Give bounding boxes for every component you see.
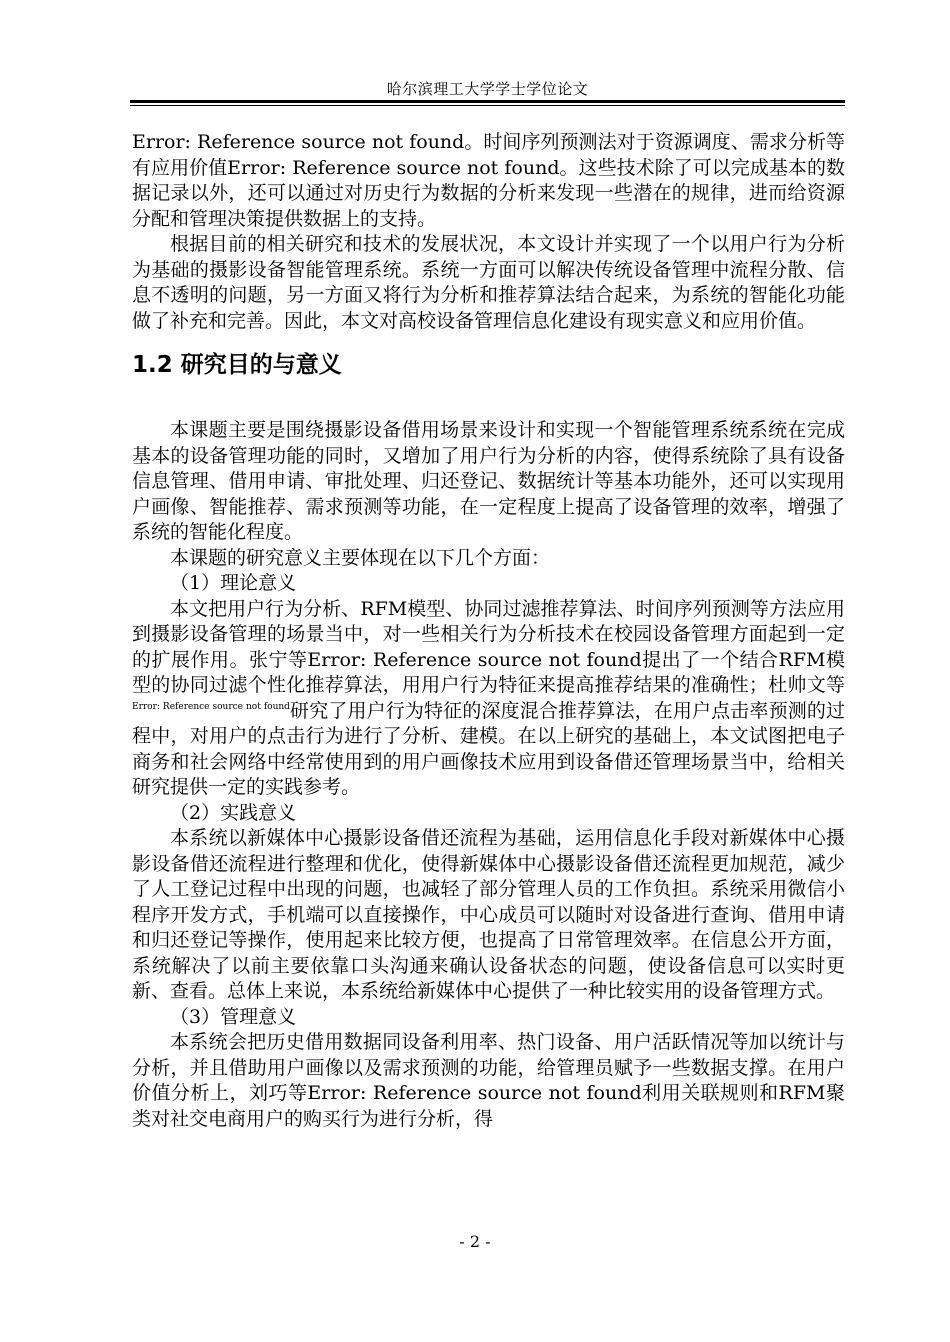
subsection-label: （2）实践意义 [170,801,297,824]
section-heading: 1.2 研究目的与意义 [132,352,342,378]
citation-reference: Error: Reference source not found [132,701,290,712]
page-number: - 2 - [459,1232,491,1251]
paragraph: 本课题的研究意义主要体现在以下几个方面： [170,546,551,569]
paragraph: 本系统会把历史借用数据同设备利用率、热门设备、用户活跃情况等加以统计与分析，并且借助用户画像以及需求预测的功能，给管理员赋予一些数据支撑。在用户价值分析上，刘巧等Error: Reference source not found利用关联规则和RFM聚类对社交电商用户的购买行为进行分析，得 [132,1031,845,1130]
paragraph: 本系统以新媒体中心摄影设备借还流程为基础，运用信息化手段对新媒体中心摄影设备借还流程进行整理和优化，使得新媒体中心摄影设备借还流程更加规范，减少了人工登记过程中出现的问题，也减轻了部分管理人员的工作负担。系统采用微信小程序开发方式，手机端可以直接操作，中心成员可以随时对设备进行查询、借用申请和归还登记等操作，使用起来比较方便，也提高了日常管理效率。在信息公开方面，系统解决了以前主要依靠口头沟通来确认设备状态的问题，使设备信息可以实时更新、查看。总体上来说，本系统给新媒体中心提供了一种比较实用的设备管理方式。 [132,827,845,1002]
paragraph: 本课题主要是围绕摄影设备借用场景来设计和实现一个智能管理系统系统在完成基本的设备管理功能的同时，又增加了用户行为分析的内容，使得系统除了具有设备信息管理、借用申请、审批处理、归还登记、数据统计等基本功能外，还可以实现用户画像、智能推荐、需求预测等功能，在一定程度上提高了设备管理的效率，增强了系统的智能化程度。 [132,419,845,543]
paragraph: 根据目前的相关研究和技术的发展状况，本文设计并实现了一个以用户行为分析为基础的摄影设备智能管理系统。系统一方面可以解决传统设备管理中流程分散、信息不透明的问题，另一方面又将行为分析和推荐算法结合起来，为系统的智能化功能做了补充和完善。因此，本文对高校设备管理信息化建设有现实意义和应用价值。 [132,233,845,332]
subsection-label: （1）理论意义 [170,572,297,594]
header-rule-thick [130,100,845,103]
header-rule-thin [130,105,845,106]
paragraph [132,597,845,801]
paragraph-text: 本文把用户行为分析、RFM模型、协同过滤推荐算法、时间序列预测等方法应用到摄影设备管理的场景当中，对一些相关行为分析技术在校园设备管理方面起到一定的扩展作用。张宁等Error: Reference source not found提出了一个结合RFM模型的协同过滤个性化推荐算法，用用户行为特征来提高推荐结果的准确性；杜帅文等 [132,597,845,696]
paragraph-continuation: Error: Reference source not found。时间序列预测法对于资源调度、需求分析等有应用价值Error: Reference source not found。这些技术除了可以完成基本的数据记录以外，还可以通过对历史行为数据的分析来发现一些潜在的规律，进而给资源分配和管理决策提供数据上的支持。 [132,131,845,230]
subsection-label: （3）管理意义 [170,1005,297,1028]
paragraph-text: 研究了用户行为特征的深度混合推荐算法，在用户点击率预测的过程中，对用户的点击行为进行了分析、建模。在以上研究的基础上，本文试图把电子商务和社会网络中经常使用到的用户画像技术应用到设备借还管理场景当中，给相关研究提供一定的实践参考。 [132,699,845,798]
page-body [132,130,845,1132]
running-header: 哈尔滨理工大学学士学位论文 [386,80,589,98]
